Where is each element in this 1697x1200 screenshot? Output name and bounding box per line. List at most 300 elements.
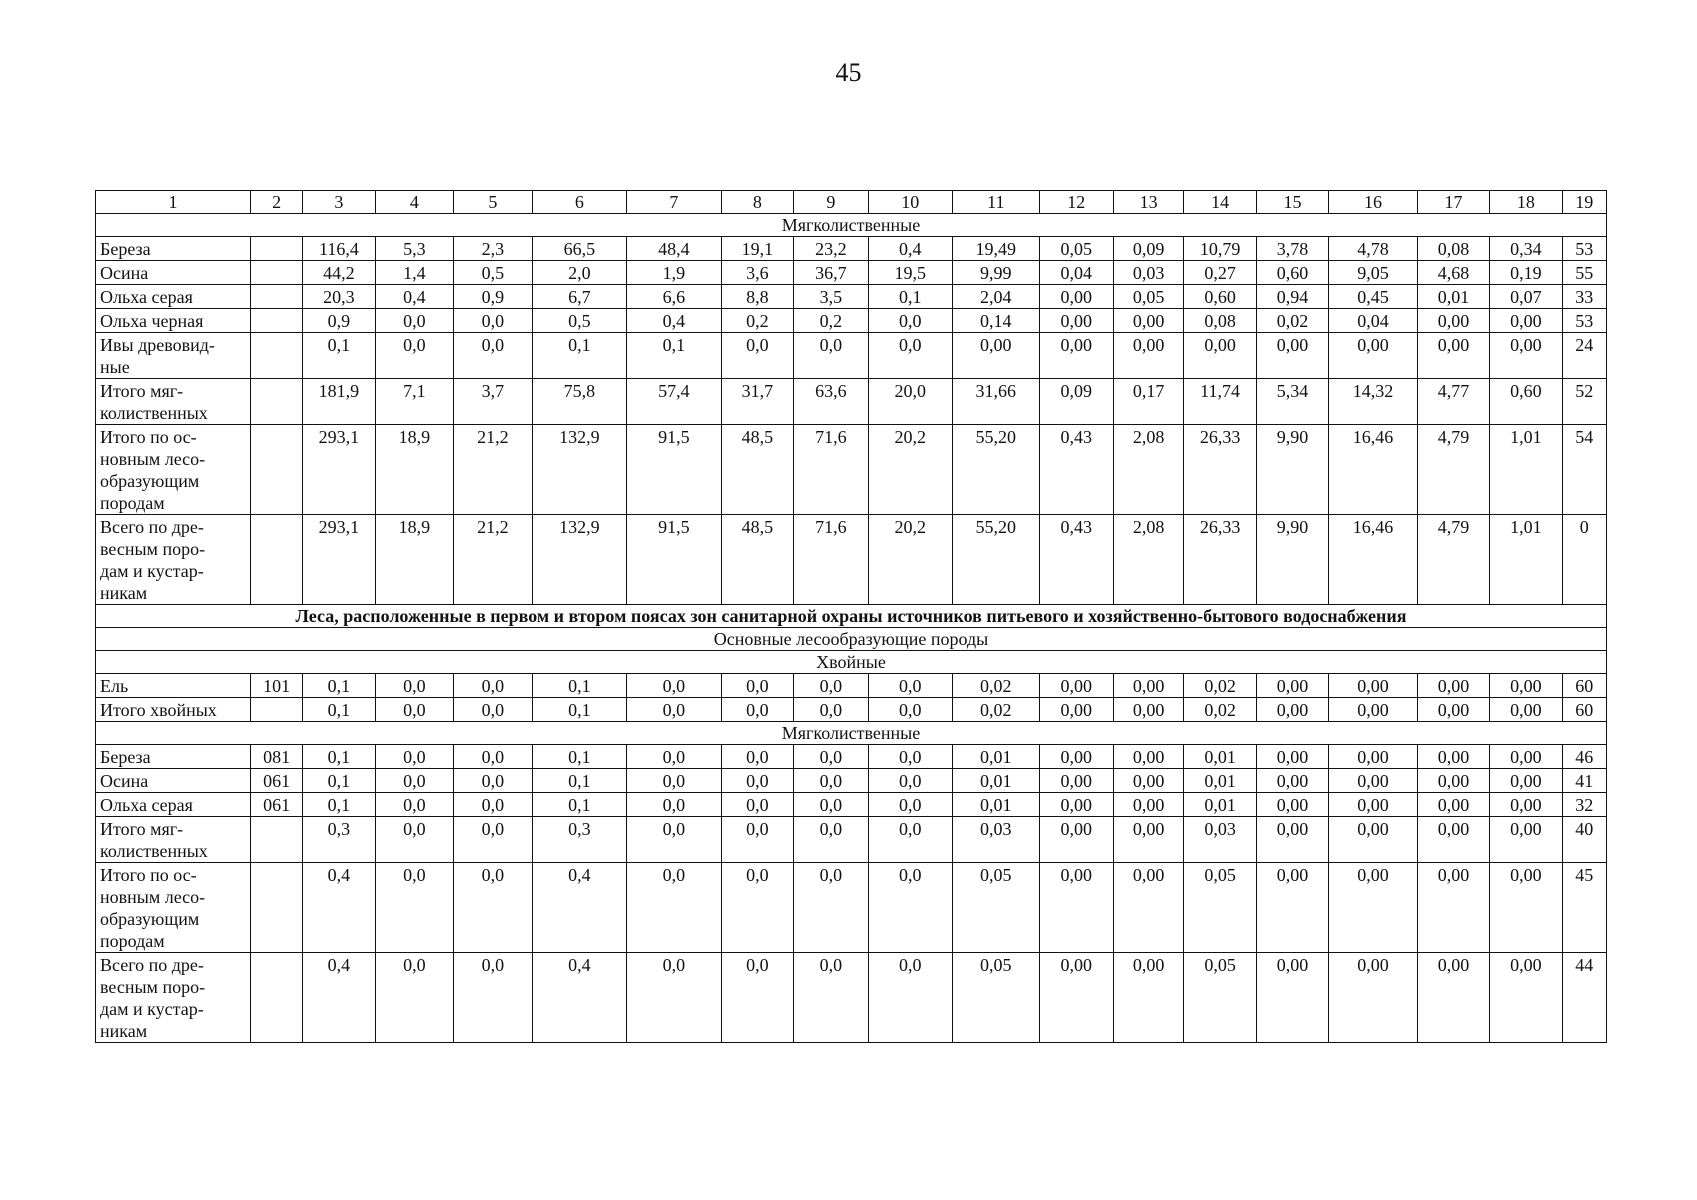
table-cell: 0,00 xyxy=(1039,285,1113,309)
table-cell: 0,00 xyxy=(1417,863,1489,953)
table-cell: 181,9 xyxy=(303,379,375,425)
table-cell: 0,0 xyxy=(627,698,722,722)
table-cell: 132,9 xyxy=(532,515,627,605)
table-cell: 0,0 xyxy=(721,769,793,793)
table-cell: 11,74 xyxy=(1184,379,1256,425)
table-cell: 0,00 xyxy=(1113,674,1183,698)
table-cell: 293,1 xyxy=(303,515,375,605)
table-cell: 5,3 xyxy=(375,237,453,261)
table-cell: 0,2 xyxy=(794,309,868,333)
table-cell: 0 xyxy=(1562,515,1606,605)
table-cell: 0,05 xyxy=(953,953,1040,1043)
table-cell: 41 xyxy=(1562,769,1606,793)
table-cell: 0,00 xyxy=(1113,309,1183,333)
table-cell: 0,0 xyxy=(454,745,532,769)
table-cell: 3,6 xyxy=(721,261,793,285)
table-cell: 0,04 xyxy=(1329,309,1418,333)
table-cell: 0,0 xyxy=(375,745,453,769)
table-cell: 0,3 xyxy=(303,817,375,863)
table-cell: 0,00 xyxy=(1329,333,1418,379)
table-cell: 0,4 xyxy=(868,237,953,261)
table-cell: 0,00 xyxy=(1490,745,1562,769)
table-row xyxy=(96,515,1607,605)
table-cell: 0,4 xyxy=(532,863,627,953)
group-heading-soft: Мягколиственные xyxy=(96,214,1607,237)
column-header: 16 xyxy=(1329,191,1418,214)
table-cell: 0,0 xyxy=(721,745,793,769)
table-cell: 3,78 xyxy=(1256,237,1328,261)
table-cell: 0,05 xyxy=(1039,237,1113,261)
table-cell: 2,0 xyxy=(532,261,627,285)
table-cell: 1,01 xyxy=(1490,515,1562,605)
section-subtitle: Основные лесообразующие породы xyxy=(96,628,1607,651)
table-row xyxy=(96,285,1607,309)
column-header: 6 xyxy=(532,191,627,214)
species-name: Итого по ос- новным лесо- образующим породам xyxy=(96,863,251,953)
table-cell: 2,04 xyxy=(953,285,1040,309)
table-row xyxy=(96,379,1607,425)
table-cell: 0,01 xyxy=(953,769,1040,793)
species-name: Осина xyxy=(96,261,251,285)
table-cell: 0,0 xyxy=(454,793,532,817)
table-cell: 0,1 xyxy=(532,745,627,769)
table-cell: 48,5 xyxy=(721,425,793,515)
table-cell: 0,0 xyxy=(868,309,953,333)
species-name: Ольха серая xyxy=(96,285,251,309)
table-cell: 0,0 xyxy=(721,817,793,863)
table-cell: 0,0 xyxy=(794,817,868,863)
table-cell: 4,78 xyxy=(1329,237,1418,261)
species-code xyxy=(250,309,302,333)
table-cell: 4,79 xyxy=(1417,425,1489,515)
table-cell: 0,1 xyxy=(303,698,375,722)
table-cell: 0,0 xyxy=(721,698,793,722)
table-row xyxy=(96,793,1607,817)
table-cell: 0,00 xyxy=(1329,863,1418,953)
table-cell: 0,1 xyxy=(532,769,627,793)
table-cell: 0,0 xyxy=(868,698,953,722)
species-code xyxy=(250,237,302,261)
table-cell: 0,01 xyxy=(1184,769,1256,793)
table-cell: 26,33 xyxy=(1184,515,1256,605)
table-cell: 0,01 xyxy=(1184,745,1256,769)
table-cell: 0,09 xyxy=(1113,237,1183,261)
table-cell: 19,5 xyxy=(868,261,953,285)
table-cell: 0,45 xyxy=(1329,285,1418,309)
table-row xyxy=(96,953,1607,1043)
table-cell: 0,00 xyxy=(1039,953,1113,1043)
table-cell: 0,00 xyxy=(953,333,1040,379)
table-cell: 0,00 xyxy=(1490,769,1562,793)
column-header: 17 xyxy=(1417,191,1489,214)
table-cell: 0,0 xyxy=(375,793,453,817)
table-cell: 0,0 xyxy=(454,863,532,953)
table-cell: 55,20 xyxy=(953,425,1040,515)
table-cell: 0,4 xyxy=(532,953,627,1043)
table-cell: 0,00 xyxy=(1490,953,1562,1043)
group-heading-conifer-row xyxy=(96,651,1607,674)
species-code: 061 xyxy=(250,793,302,817)
table-cell: 0,00 xyxy=(1113,817,1183,863)
table-cell: 0,0 xyxy=(627,863,722,953)
species-name: Всего по дре- весным поро- дам и кустар- никам xyxy=(96,953,251,1043)
table-cell: 54 xyxy=(1562,425,1606,515)
table-row xyxy=(96,261,1607,285)
table-cell: 4,77 xyxy=(1417,379,1489,425)
table-cell: 0,04 xyxy=(1039,261,1113,285)
table-cell: 14,32 xyxy=(1329,379,1418,425)
table-cell: 31,7 xyxy=(721,379,793,425)
table-cell: 0,05 xyxy=(1113,285,1183,309)
table-cell: 0,60 xyxy=(1256,261,1328,285)
table-cell: 0,0 xyxy=(868,674,953,698)
species-code xyxy=(250,285,302,309)
table-cell: 3,7 xyxy=(454,379,532,425)
column-header: 3 xyxy=(303,191,375,214)
table-cell: 0,0 xyxy=(375,698,453,722)
table-cell: 0,0 xyxy=(794,769,868,793)
table-cell: 91,5 xyxy=(627,425,722,515)
forest-stock-table xyxy=(95,190,1607,1043)
table-cell: 0,00 xyxy=(1039,769,1113,793)
species-name: Итого мяг- колиственных xyxy=(96,379,251,425)
table-cell: 48,4 xyxy=(627,237,722,261)
column-header: 18 xyxy=(1490,191,1562,214)
table-cell: 0,00 xyxy=(1490,309,1562,333)
table-cell: 0,1 xyxy=(532,698,627,722)
table-cell: 0,0 xyxy=(375,769,453,793)
table-cell: 4,68 xyxy=(1417,261,1489,285)
page-number: 45 xyxy=(835,58,862,87)
column-header: 15 xyxy=(1256,191,1328,214)
table-cell: 0,9 xyxy=(303,309,375,333)
table-cell: 60 xyxy=(1562,698,1606,722)
table-cell: 0,94 xyxy=(1256,285,1328,309)
table-cell: 0,0 xyxy=(375,333,453,379)
table-cell: 0,01 xyxy=(1184,793,1256,817)
table-cell: 0,1 xyxy=(532,674,627,698)
table-cell: 0,0 xyxy=(627,674,722,698)
table-cell: 0,0 xyxy=(454,769,532,793)
table-cell: 0,05 xyxy=(1184,863,1256,953)
table-cell: 0,5 xyxy=(532,309,627,333)
table-cell: 0,0 xyxy=(627,953,722,1043)
table-cell: 0,00 xyxy=(1329,698,1418,722)
table-row xyxy=(96,333,1607,379)
table-cell: 0,00 xyxy=(1329,817,1418,863)
table-cell: 132,9 xyxy=(532,425,627,515)
table-cell: 0,4 xyxy=(627,309,722,333)
table-cell: 0,0 xyxy=(794,863,868,953)
table-cell: 0,00 xyxy=(1113,793,1183,817)
table-cell: 0,0 xyxy=(375,309,453,333)
table-cell: 0,00 xyxy=(1417,793,1489,817)
table-cell: 26,33 xyxy=(1184,425,1256,515)
table-cell: 31,66 xyxy=(953,379,1040,425)
table-cell: 0,0 xyxy=(721,793,793,817)
table-cell: 0,9 xyxy=(454,285,532,309)
table-cell: 0,00 xyxy=(1256,793,1328,817)
table-cell: 0,1 xyxy=(303,333,375,379)
table-cell: 1,9 xyxy=(627,261,722,285)
column-header: 2 xyxy=(250,191,302,214)
species-name: Итого по ос- новным лесо- образующим породам xyxy=(96,425,251,515)
table-cell: 0,00 xyxy=(1490,793,1562,817)
group-heading-soft: Мягколиственные xyxy=(96,722,1607,745)
table-cell: 0,00 xyxy=(1184,333,1256,379)
table-cell: 53 xyxy=(1562,309,1606,333)
table-cell: 0,00 xyxy=(1113,769,1183,793)
species-name: Ель xyxy=(96,674,251,698)
species-code xyxy=(250,863,302,953)
table-cell: 7,1 xyxy=(375,379,453,425)
table-cell: 0,17 xyxy=(1113,379,1183,425)
table-cell: 0,03 xyxy=(1184,817,1256,863)
group-heading-soft-row xyxy=(96,214,1607,237)
table-cell: 52 xyxy=(1562,379,1606,425)
table-cell: 0,00 xyxy=(1113,698,1183,722)
table-cell: 0,00 xyxy=(1490,863,1562,953)
table-cell: 0,0 xyxy=(454,309,532,333)
table-cell: 0,0 xyxy=(868,745,953,769)
column-header: 19 xyxy=(1562,191,1606,214)
table-cell: 0,00 xyxy=(1490,698,1562,722)
table-row xyxy=(96,237,1607,261)
table-cell: 53 xyxy=(1562,237,1606,261)
table-cell: 66,5 xyxy=(532,237,627,261)
species-name: Береза xyxy=(96,745,251,769)
table-cell: 0,00 xyxy=(1490,674,1562,698)
column-header: 5 xyxy=(454,191,532,214)
table-cell: 0,0 xyxy=(375,863,453,953)
table-cell: 0,0 xyxy=(454,817,532,863)
table-cell: 0,00 xyxy=(1417,309,1489,333)
species-code: 061 xyxy=(250,769,302,793)
table-row xyxy=(96,817,1607,863)
table-cell: 21,2 xyxy=(454,515,532,605)
species-code xyxy=(250,425,302,515)
table-cell: 0,00 xyxy=(1256,863,1328,953)
table-cell: 2,3 xyxy=(454,237,532,261)
table-cell: 0,02 xyxy=(1256,309,1328,333)
table-cell: 0,0 xyxy=(454,698,532,722)
table-cell: 1,01 xyxy=(1490,425,1562,515)
table-cell: 20,2 xyxy=(868,425,953,515)
table-cell: 20,2 xyxy=(868,515,953,605)
table-cell: 21,2 xyxy=(454,425,532,515)
table-cell: 0,0 xyxy=(721,953,793,1043)
table-cell: 0,0 xyxy=(721,333,793,379)
table-cell: 0,1 xyxy=(303,745,375,769)
table-cell: 0,00 xyxy=(1256,953,1328,1043)
table-cell: 0,01 xyxy=(953,793,1040,817)
table-cell: 0,1 xyxy=(868,285,953,309)
column-header: 14 xyxy=(1184,191,1256,214)
table-cell: 0,00 xyxy=(1256,817,1328,863)
table-cell: 0,00 xyxy=(1417,674,1489,698)
table-cell: 55,20 xyxy=(953,515,1040,605)
column-header-row xyxy=(96,191,1607,214)
table-cell: 0,0 xyxy=(868,793,953,817)
table-cell: 0,00 xyxy=(1256,333,1328,379)
column-header: 4 xyxy=(375,191,453,214)
table-cell: 0,00 xyxy=(1039,333,1113,379)
table-row xyxy=(96,769,1607,793)
table-cell: 0,0 xyxy=(868,769,953,793)
species-name: Береза xyxy=(96,237,251,261)
section-subtitle-row xyxy=(96,628,1607,651)
table-cell: 8,8 xyxy=(721,285,793,309)
table-cell: 0,0 xyxy=(794,745,868,769)
table-cell: 0,00 xyxy=(1417,817,1489,863)
table-cell: 10,79 xyxy=(1184,237,1256,261)
table-cell: 16,46 xyxy=(1329,515,1418,605)
species-code xyxy=(250,817,302,863)
table-cell: 0,01 xyxy=(1417,285,1489,309)
table-cell: 0,0 xyxy=(454,333,532,379)
table-cell: 0,00 xyxy=(1256,745,1328,769)
table-cell: 19,1 xyxy=(721,237,793,261)
table-cell: 0,0 xyxy=(868,333,953,379)
table-cell: 0,3 xyxy=(532,817,627,863)
table-cell: 0,0 xyxy=(627,769,722,793)
table-cell: 0,0 xyxy=(627,817,722,863)
table-cell: 0,00 xyxy=(1039,698,1113,722)
table-cell: 44,2 xyxy=(303,261,375,285)
table-cell: 0,00 xyxy=(1256,698,1328,722)
table-row xyxy=(96,863,1607,953)
table-cell: 0,00 xyxy=(1329,793,1418,817)
table-cell: 71,6 xyxy=(794,515,868,605)
table-row xyxy=(96,745,1607,769)
table-cell: 0,02 xyxy=(1184,698,1256,722)
table-cell: 0,60 xyxy=(1184,285,1256,309)
table-cell: 57,4 xyxy=(627,379,722,425)
table-row xyxy=(96,425,1607,515)
table-cell: 1,4 xyxy=(375,261,453,285)
table-cell: 32 xyxy=(1562,793,1606,817)
column-header: 8 xyxy=(721,191,793,214)
section-title: Леса, расположенные в первом и втором поясах зон санитарной охраны источников питьевого и хозяйственно-бытового водоснабжения xyxy=(96,605,1607,628)
table-cell: 0,1 xyxy=(627,333,722,379)
species-code xyxy=(250,698,302,722)
table-cell: 0,19 xyxy=(1490,261,1562,285)
section-title-row xyxy=(96,605,1607,628)
table-cell: 55 xyxy=(1562,261,1606,285)
species-code xyxy=(250,261,302,285)
table-cell: 91,5 xyxy=(627,515,722,605)
table-cell: 0,00 xyxy=(1329,674,1418,698)
table-cell: 0,0 xyxy=(721,863,793,953)
table-cell: 0,00 xyxy=(1417,745,1489,769)
table-row xyxy=(96,309,1607,333)
species-name: Ивы древовид- ные xyxy=(96,333,251,379)
table-cell: 18,9 xyxy=(375,425,453,515)
table-cell: 0,14 xyxy=(953,309,1040,333)
species-name: Ольха серая xyxy=(96,793,251,817)
table-cell: 71,6 xyxy=(794,425,868,515)
table-cell: 0,4 xyxy=(375,285,453,309)
table-cell: 0,07 xyxy=(1490,285,1562,309)
table-cell: 0,03 xyxy=(1113,261,1183,285)
column-header: 1 xyxy=(96,191,251,214)
column-header: 13 xyxy=(1113,191,1183,214)
table-cell: 0,00 xyxy=(1417,333,1489,379)
table-cell: 0,02 xyxy=(1184,674,1256,698)
species-name: Всего по дре- весным поро- дам и кустар- никам xyxy=(96,515,251,605)
table-row xyxy=(96,674,1607,698)
table-cell: 48,5 xyxy=(721,515,793,605)
table-cell: 0,00 xyxy=(1039,793,1113,817)
column-header: 7 xyxy=(627,191,722,214)
table-cell: 63,6 xyxy=(794,379,868,425)
table-cell: 16,46 xyxy=(1329,425,1418,515)
table-cell: 0,00 xyxy=(1329,745,1418,769)
table-cell: 18,9 xyxy=(375,515,453,605)
table-cell: 2,08 xyxy=(1113,515,1183,605)
table-cell: 0,1 xyxy=(532,333,627,379)
species-code xyxy=(250,953,302,1043)
table-cell: 0,00 xyxy=(1113,863,1183,953)
table-cell: 0,60 xyxy=(1490,379,1562,425)
table-cell: 0,5 xyxy=(454,261,532,285)
table-cell: 0,0 xyxy=(627,745,722,769)
table-cell: 116,4 xyxy=(303,237,375,261)
table-cell: 0,0 xyxy=(375,817,453,863)
table-cell: 0,0 xyxy=(794,793,868,817)
table-cell: 0,0 xyxy=(868,863,953,953)
table-cell: 0,34 xyxy=(1490,237,1562,261)
species-code xyxy=(250,515,302,605)
table-cell: 0,4 xyxy=(303,863,375,953)
table-cell: 9,99 xyxy=(953,261,1040,285)
table-cell: 0,00 xyxy=(1113,953,1183,1043)
table-cell: 0,1 xyxy=(303,674,375,698)
table-cell: 0,09 xyxy=(1039,379,1113,425)
table-cell: 0,00 xyxy=(1039,674,1113,698)
column-header: 11 xyxy=(953,191,1040,214)
species-code xyxy=(250,333,302,379)
table-cell: 0,1 xyxy=(303,769,375,793)
column-header: 9 xyxy=(794,191,868,214)
table-cell: 0,0 xyxy=(454,674,532,698)
table-cell: 0,00 xyxy=(1490,817,1562,863)
table-cell: 0,1 xyxy=(303,793,375,817)
table-cell: 9,05 xyxy=(1329,261,1418,285)
table-cell: 0,0 xyxy=(868,953,953,1043)
table-cell: 0,0 xyxy=(721,674,793,698)
table-cell: 0,1 xyxy=(532,793,627,817)
group-heading-conifer: Хвойные xyxy=(96,651,1607,674)
table-cell: 0,0 xyxy=(454,953,532,1043)
species-name: Осина xyxy=(96,769,251,793)
table-cell: 0,43 xyxy=(1039,515,1113,605)
table-cell: 19,49 xyxy=(953,237,1040,261)
table-cell: 45 xyxy=(1562,863,1606,953)
table-cell: 0,0 xyxy=(794,333,868,379)
table-cell: 0,00 xyxy=(1256,674,1328,698)
table-cell: 6,6 xyxy=(627,285,722,309)
table-cell: 0,00 xyxy=(1417,698,1489,722)
table-cell: 5,34 xyxy=(1256,379,1328,425)
table-cell: 24 xyxy=(1562,333,1606,379)
table-cell: 0,0 xyxy=(868,817,953,863)
table-cell: 0,0 xyxy=(794,953,868,1043)
table-cell: 20,0 xyxy=(868,379,953,425)
table-cell: 0,00 xyxy=(1490,333,1562,379)
table-cell: 0,02 xyxy=(953,698,1040,722)
table-cell: 2,08 xyxy=(1113,425,1183,515)
